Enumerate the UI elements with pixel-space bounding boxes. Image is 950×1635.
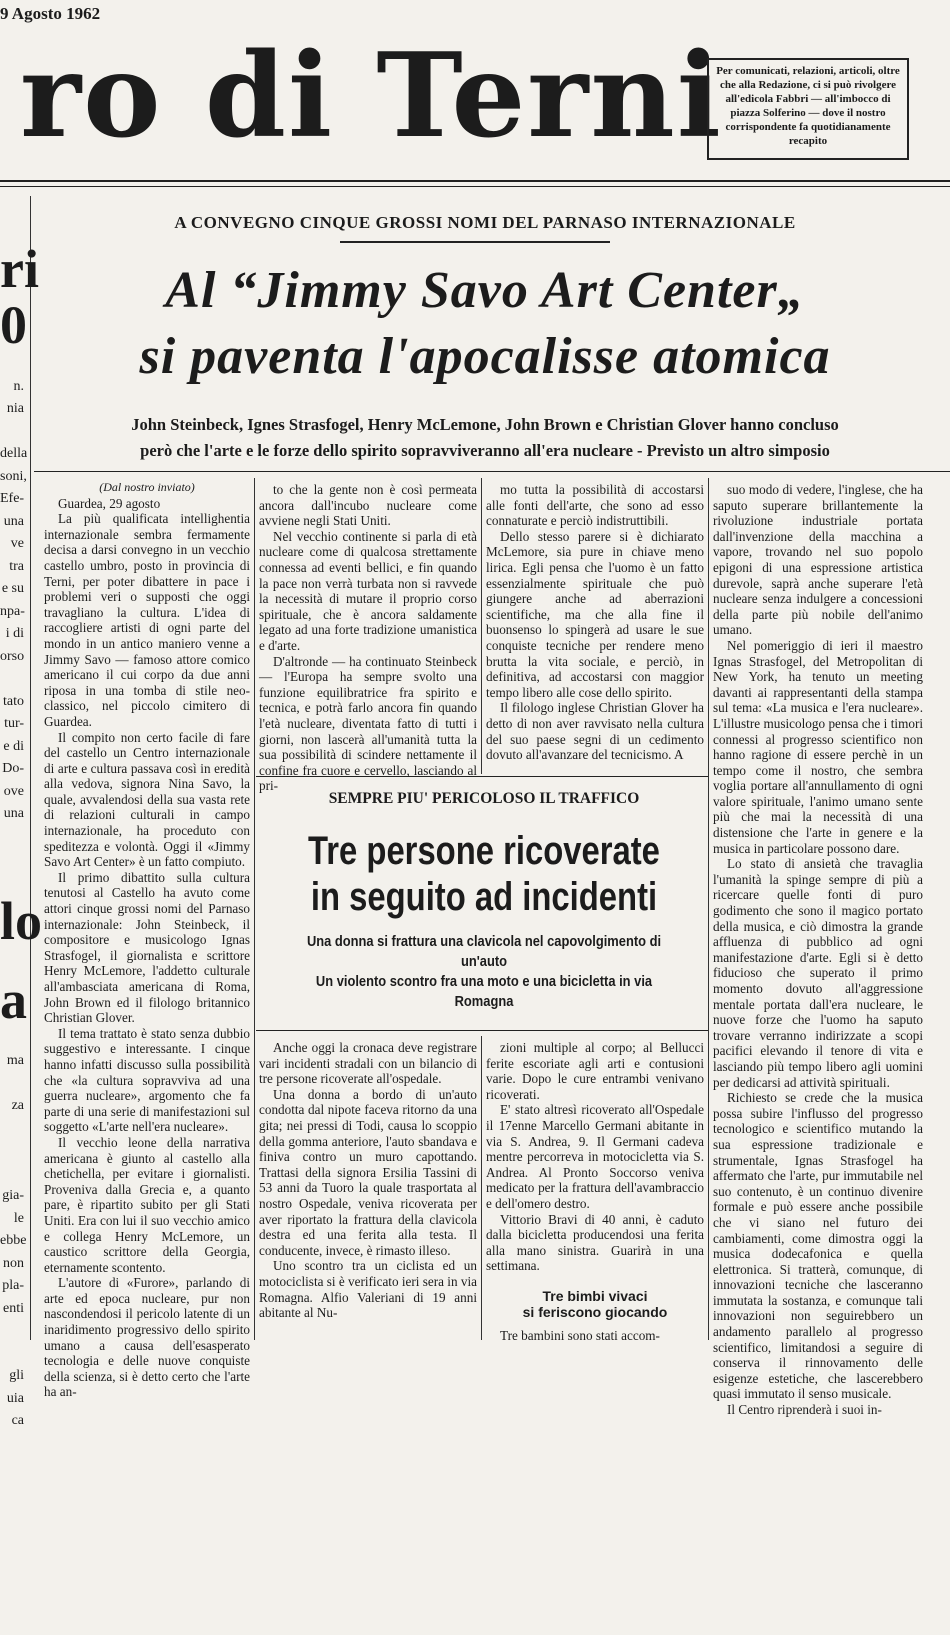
fragment-line — [0, 1500, 24, 1523]
paragraph: Nel vecchio continente si parla di età nucleare come di qualcosa strettamente connessa ad eventi bellici, e fin quando la pace non verrà turbata non si ravvede la necessità di mutare il proprio corso spirituale, che è ancora saldamente legato ad una forte tradizione umanistica e d'arte. — [259, 529, 477, 654]
paragraph: zioni multiple al corpo; al Bellucci ferite escoriate agli arti e contusioni varie. Dopo le cure entrambi venivano ricoverati. — [486, 1040, 704, 1102]
traffic-kicker: SEMPRE PIU' PERICOLOSO IL TRAFFICO — [258, 790, 710, 808]
fragment-line — [0, 1545, 24, 1568]
masthead: ro di Terni — [20, 38, 723, 154]
paragraph: to che la gente non è così permeata ancora dall'incubo nucleare come avviene negli Stati Uniti. — [259, 482, 477, 529]
traffic-top-rule — [256, 776, 708, 777]
fragment-line: soni, — [0, 466, 24, 489]
column-rule — [481, 1036, 482, 1340]
paragraph: Uno scontro tra un ciclista ed un motociclista si è verificato ieri sera in via Romagna. Alfio Valeriani di 19 anni abitante al Nu- — [259, 1258, 477, 1320]
fragment-line: ma — [0, 1050, 24, 1073]
subhead-paragraph: Tre bambini sono stati accom- — [486, 1328, 704, 1344]
fragment-line: gia- — [0, 1185, 24, 1208]
paragraph: Dello stesso parere si è dichiarato McLemore, sia pure in chiave meno lirica. Egli pensa che l'uomo è un fatto essenzialmente spirituale che può giungere anche ad aberrazioni scientifiche, ma che alla fine il buonsenso lo spingerà ad usare le sue conquiste tecniche per rendere meno brutta la vita sociale, e perciò, in definitiva, ad accostarsi con maggior tempo libero alle cose dello spirito. — [486, 529, 704, 701]
article-column-1 — [44, 480, 250, 1340]
fragment-line — [0, 1320, 24, 1343]
paragraph: Il tema trattato è stato senza dubbio suggestivo e interessante. I cinque hanno infatti discusso sulla possibilità che «la cultura sopravviva ad una guerra nucleare», argomento che fa parte di una serie di manifestazioni sul soggetto «L'arte nell'era nucleare». — [44, 1026, 250, 1135]
subhead-line-1: Tre bimbi vivaci — [486, 1288, 704, 1304]
subhead-line-2: si feriscono giocando — [486, 1304, 704, 1320]
fragment-line — [0, 1455, 24, 1478]
paragraph: Guardea, 29 agosto — [44, 496, 250, 512]
fragment-line — [0, 1590, 24, 1613]
fragment-line — [0, 353, 24, 376]
article-kicker: A CONVEGNO CINQUE GROSSI NOMI DEL PARNASO INTERNAZIONALE — [40, 213, 930, 233]
fragment-line: e di — [0, 736, 24, 759]
traffic-column-2 — [486, 1040, 704, 1340]
dateline: (Dal nostro inviato) — [44, 480, 250, 496]
traffic-header — [258, 782, 710, 1007]
fragment-line — [0, 1028, 24, 1051]
fragment-line: nia — [0, 398, 24, 421]
paragraph: Vittorio Bravi di 40 anni, è caduto dalla bicicletta producendosi una ferita alla mano sinistra. Guarirà in una settimana. — [486, 1212, 704, 1274]
fragment-line — [0, 949, 24, 972]
fragment-line: della — [0, 443, 24, 466]
masthead-rule — [0, 180, 950, 182]
fragment-line: tra — [0, 556, 24, 579]
fragment-line: npa- — [0, 601, 24, 624]
notice-box: Per comunicati, relazioni, articoli, oltre che alla Redazione, ci si può rivolgere all'edicola Fabbri — all'imbocco di piazza Solferino — dove il nostro corrispondente fa quotidianamente recapito — [707, 58, 909, 160]
fragment-line: le — [0, 1208, 24, 1231]
fragment-line — [0, 1523, 24, 1546]
fragment-line: a — [0, 972, 24, 1028]
fragment-line: e su — [0, 578, 24, 601]
paragraph: La più qualificata intellighentia internazionale sembra fermamente decisa a darsi convegno in un vecchio castello umbro, posto in provincia di Terni, per poter dibattere in pace i problemi veri o supposti che oggi travagliano la cultura. L'idea di raccogliere artisti di ogni parte del mondo in un antico maniero venne a Jimmy Savo — famoso attore comico americano il cui corpo da due anni riposa in una tomba di stile neo-classico, nel piccolo cimitero di Guardea. — [44, 511, 250, 729]
fragment-line: lo — [0, 893, 24, 949]
fragment-line: gli — [0, 1365, 24, 1388]
fragment-line: una — [0, 511, 24, 534]
fragment-line — [0, 219, 24, 242]
masthead-rule-thin — [0, 186, 950, 187]
paragraph: Una donna a bordo di un'auto condotta dal nipote faceva ritorno da una gita; nei pressi di Todi, causa lo scoppio della gomma anteriore, l'auto sbandava e finiva contro un muro capottando. Trattasi della signora Ersilia Tassini di 53 anni da Tuoro la quale trasportata al nostro Ospedale, veniva ricoverata per aver riportato la frattura della clavicola destra ed una ferita alla testa. Il conducente, invece, è rimasto illeso. — [259, 1087, 477, 1259]
fragment-line: n. — [0, 376, 24, 399]
article-column-2 — [259, 482, 477, 772]
fragment-line: pla- — [0, 1275, 24, 1298]
fragment-line — [0, 421, 24, 444]
fragment-line: non — [0, 1253, 24, 1276]
paragraph: D'altronde — ha continuato Steinbeck — l'Europa ha sempre svolto una funzione equilibratrice fra spirito e tecnica, e potrà farlo ancora fin quando l'età nucleare, diventata fatto di tutti i giorni, non lascerà all'umanità tutta la sua possibilità di scindere nettamente il confine fra cuore e cervello, lasciando al pri- — [259, 654, 477, 794]
article-column-3 — [486, 482, 704, 772]
paragraph: mo tutta la possibilità di accostarsi alle fonti dell'arte, che sono ad esso connaturate e perciò indistruttibili. — [486, 482, 704, 529]
fragment-line: enti — [0, 1298, 24, 1321]
fragment-line — [0, 1140, 24, 1163]
fragment-line: Do- — [0, 758, 24, 781]
paragraph: E' stato altresì ricoverato all'Ospedale il 17enne Marcello Germani abitante in via S. Andrea, 9. Il Germani cadeva mentre percorreva in motocicletta via S. Andrea. Al Pronto Soccorso veniva medicato per la frattura dell'avambraccio e dell'omero destro. — [486, 1102, 704, 1211]
deck-line-1: John Steinbeck, Ignes Strasfogel, Henry McLemone, John Brown e Christian Glover hanno concluso — [42, 412, 928, 438]
paragraph: Il primo dibattito sulla cultura tenutosi al Castello ha avuto come attori cinque grossi nomi del Parnaso internazionale: John Steinbeck, il compositore e musicologo Ignas Strasfogel, il giornalista e scrittore Henry McLemore, l'addetto culturale all'ambasciata americana di Roma, John Brown ed il filologo britannico Christian Glover. — [44, 870, 250, 1026]
fragment-line — [0, 848, 24, 871]
fragment-line: ve — [0, 533, 24, 556]
fragment-line — [0, 1433, 24, 1456]
fragment-line: ove — [0, 781, 24, 804]
fragment-line: uia — [0, 1388, 24, 1411]
fragment-line: 0 — [0, 297, 24, 353]
fragment-line: orso — [0, 646, 24, 669]
column-rule — [481, 478, 482, 774]
paragraph: suo modo di vedere, l'inglese, che ha saputo superare brillantemente la rivoluzione industriale portata dall'invenzione della macchina a vapore, trovando nel suo popolo epigoni di una espressione artistica durevole, saprà anche superare l'età nucleare senza indulgere a concessioni della parte più nobile dell'animo umano. — [713, 482, 923, 638]
kicker-rule — [340, 241, 610, 243]
headline-line-1: Al “Jimmy Savo Art Center„ — [40, 260, 930, 322]
fragment-line: za — [0, 1095, 24, 1118]
fragment-line: Efe- — [0, 488, 24, 511]
deck-rule — [34, 471, 950, 472]
fragment-line: ri — [0, 241, 24, 297]
paragraph: Nel pomeriggio di ieri il maestro Ignas Strasfogel, del Metropolitan di New York, ha tenuto un meeting davanti ai rappresentanti della stampa sul tema: «La musica e l'era nucleare». L'illustre musicologo pensa che i timori connessi al progresso scientifico non hanno ragione di essere perchè in un tempo come il nostro, che sembra voglia portare all'annullamento di ogni valore spirituale, l'animo umano sente più che mai la necessità di una distensione che l'arte in genere e la musica in particolare possono dare. — [713, 638, 923, 856]
traffic-deck-rule — [256, 1030, 708, 1031]
fragment-line: ca — [0, 1410, 24, 1433]
fragment-line — [0, 1163, 24, 1186]
paragraph: Il Centro riprenderà i suoi in- — [713, 1402, 923, 1418]
headline-line-2: si paventa l'apocalisse atomica — [40, 326, 930, 388]
column-rule — [254, 478, 255, 1340]
fragment-line — [0, 871, 24, 894]
paragraph: Anche oggi la cronaca deve registrare vari incidenti stradali con un bilancio di tre persone ricoverate all'ospedale. — [259, 1040, 477, 1087]
issue-date: 9 Agosto 1962 — [0, 4, 100, 24]
paragraph: Il filologo inglese Christian Glover ha detto di non aver ravvisato nella cultura del suo paese segni di un cedimento dovuto all'avanzare del tecnicismo. A — [486, 700, 704, 762]
fragment-line — [0, 826, 24, 849]
paragraph: Lo stato di ansietà che travaglia l'umanità la spinge sempre di più a ricercare quelle fonti di puro godimento che sono il magico portato della musica, e ciò dimostra la grande affluenza di pubblico ad ogni manifestazione d'arte. Egli si è detto fiducioso che superato il primo momento dovuto all'aggressione mentale portata dall'era nucleare, le nuove forze che l'uomo ha saputo trovare verranno indirizzate a scopi pacifici elevando il tenore di vita e lasciando più tempo libero agli uomini per dedicarsi ad attività spirituali. — [713, 856, 923, 1090]
paragraph: Il vecchio leone della narrativa americana è giunto al castello alla chetichella, per evitare i giornalisti. Proveniva dalla Grecia e, a quanto pare, è ripartito subito per gli Stati Uniti. Era con lui il suo vecchio amico e collega Henry McLemore, un caustico scrittore della Georgia, eternamente scontento. — [44, 1135, 250, 1275]
paragraph: Il compito non certo facile di fare del castello un Centro internazionale di arte e cultura passava così in eredità alla vedova, signora Nina Savo, la quale, avvalendosi della sua vasta rete di relazioni culturali in campo internazionale, ha proceduto con speditezza e volontà. Oggi il «Jimmy Savo Art Center» è un fatto compiuto. — [44, 730, 250, 870]
deck-line-2: però che l'arte e le forze dello spirito sopravviveranno all'era nucleare - Previsto un altro simposio — [42, 438, 928, 464]
article-column-4 — [713, 482, 923, 1340]
paragraph: L'autore di «Furore», parlando di arte ed epoca nucleare, pur non nascondendosi il pericolo latente di un inaridimento progressivo dello spirito umano a causa dell'esasperato tecnologia e delle nuove conquiste della scienza, si è detto certo che l'arte ha an- — [44, 1275, 250, 1400]
fragment-line: tato — [0, 691, 24, 714]
fragment-line — [0, 1118, 24, 1141]
fragment-line — [0, 1478, 24, 1501]
fragment-line: una — [0, 803, 24, 826]
traffic-headline-1: Tre persone ricoverate — [299, 828, 670, 874]
fragment-line — [0, 1343, 24, 1366]
fragment-line: tur- — [0, 713, 24, 736]
left-column-fragment — [0, 196, 31, 1340]
fragment-line — [0, 1613, 24, 1635]
paragraph: Richiesto se crede che la musica possa subire l'influsso del progresso tecnologico e scientifico mutando la sua espressione tradizionale e strumentale, Ignas Strasfogel ha affermato che l'arte, pur immutabile nel suo contenuto, è un continuo divenire formale e può essere anche possibile che vi siano nel futuro dei cambiamenti, come dimostra oggi la musica dodecafonica e quella elettronica. Si tratterà, comunque, di innovazioni tecniche che lasceranno immutata la sostanza, e comunque tali innovazioni non seguirebbero un andamento parallelo al progresso scientifico, limitandosi a seguire di conserva il rinnovamento delle esigenze estetiche, che lascerebbero quasi immutato il senso musicale. — [713, 1090, 923, 1402]
fragment-line — [0, 1568, 24, 1591]
traffic-headline-2: in seguito ad incidenti — [299, 874, 670, 920]
fragment-line — [0, 1073, 24, 1096]
fragment-line — [0, 196, 24, 219]
traffic-deck-1: Una donna si frattura una clavicola nel capovolgimento di un'auto — [290, 932, 679, 972]
traffic-column-1 — [259, 1040, 477, 1340]
traffic-deck-2: Un violento scontro fra una moto e una bicicletta in via Romagna — [290, 972, 679, 1012]
fragment-line: ebbe — [0, 1230, 24, 1253]
fragment-line — [0, 668, 24, 691]
fragment-line: i di — [0, 623, 24, 646]
